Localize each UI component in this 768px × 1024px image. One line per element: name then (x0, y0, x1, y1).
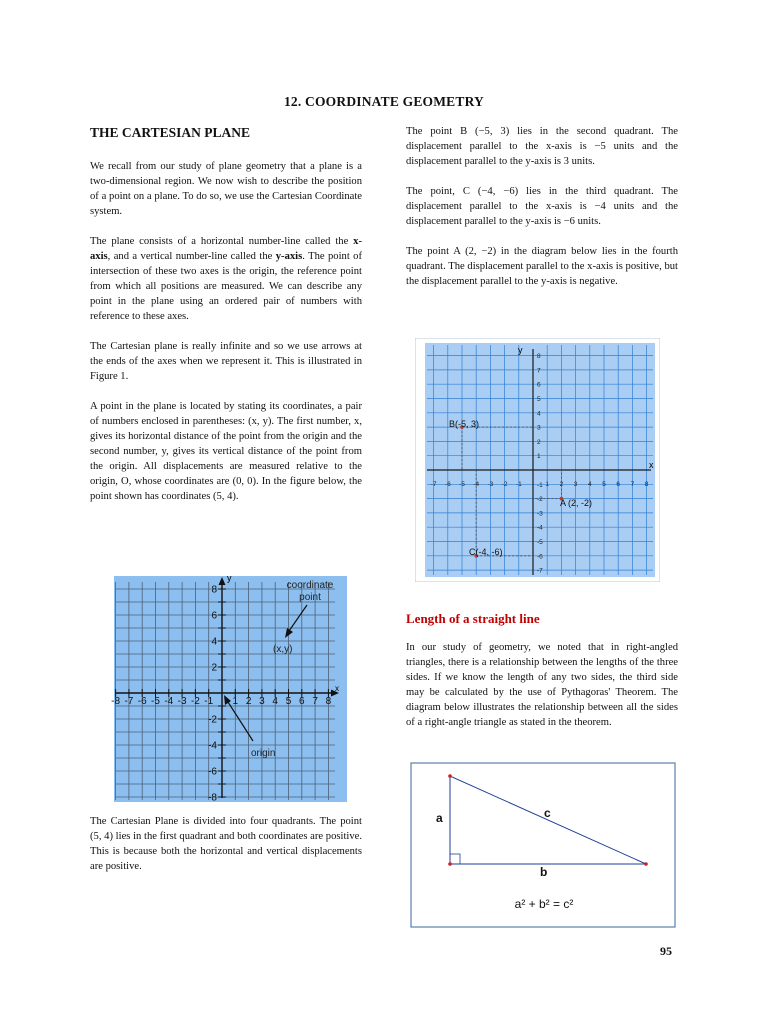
x-tick-label: 3 (573, 481, 578, 488)
x-tick-label: -7 (430, 481, 437, 488)
x-tick-label: -7 (124, 696, 134, 707)
x-tick-label: 4 (587, 481, 592, 488)
x-tick-label: -1 (515, 481, 522, 488)
y-tick-label: 2 (211, 662, 217, 674)
side-a-label: a (436, 811, 443, 825)
coordinate-point-annotation: coordinate (286, 580, 334, 591)
x-tick-label: -4 (473, 481, 480, 488)
x-tick-label: -2 (190, 696, 200, 707)
cartesian-plane-figure (107, 574, 349, 802)
x-tick-label: -4 (164, 696, 174, 707)
y-axis-label: y (518, 345, 523, 355)
y-tick-label: -6 (537, 553, 543, 561)
pythagoras-triangle-figure (410, 762, 676, 928)
coordinate-point-annotation-line2: point (299, 592, 321, 603)
paragraph-text: . The point of intersection of these two axes is the origin, the reference point from which all positions are measured. We can describe any point in the plane using an ordered pair of numbers with reference to these axes. (90, 251, 362, 322)
x-tick-label: 7 (312, 696, 318, 707)
point-xy-label: (x,y) (273, 644, 293, 655)
x-tick-label: 6 (616, 481, 621, 488)
paragraph: In our study of geometry, we noted that in right-angled triangles, there is a relationship between the lengths of the three sides. If we know the length of any two sides, the third side may be calculated by the use of Pythagoras' Theorem. The diagram below illustrates the relationship between all the sides of a right-angle triangle as stated in the theorem. (406, 642, 678, 728)
x-tick-label: -3 (177, 696, 187, 707)
paragraph: The Cartesian Plane is divided into four quadrants. The point (5, 4) lies in the first quadrant and both coordinates are positive. This is because both the horizontal and vertical displacements are positive. (90, 816, 362, 872)
right-column-bottom (406, 610, 678, 745)
y-axis-label: y (227, 574, 232, 583)
y-tick-label: 8 (211, 584, 217, 596)
side-c-label: c (544, 806, 551, 820)
x-tick-label: -3 (487, 481, 494, 488)
paragraph: The point A (2, −2) in the diagram below lies in the fourth quadrant. The displacement parallel to the x-axis is positive, but the displacement parallel to the y-axis is negative. (406, 246, 678, 287)
y-tick-label: 2 (537, 438, 541, 446)
point-c-label: C(-4, -6) (469, 547, 503, 557)
y-tick-label: 1 (537, 453, 541, 461)
x-tick-label: 1 (232, 696, 239, 707)
x-tick-label: 6 (299, 696, 305, 707)
x-tick-label: 7 (630, 481, 635, 488)
paragraph-bold-term: y-axis (275, 251, 303, 262)
y-tick-label: 6 (211, 610, 217, 622)
x-tick-label: 8 (644, 481, 649, 488)
y-tick-label: -6 (208, 766, 217, 778)
x-tick-label: -6 (137, 696, 147, 707)
y-tick-label: -8 (208, 792, 217, 802)
x-tick-label: 2 (559, 481, 564, 488)
plot-background (114, 576, 347, 802)
x-tick-label: 4 (272, 696, 278, 707)
paragraph (90, 234, 362, 324)
y-tick-label: 6 (537, 381, 541, 389)
y-tick-label: 4 (537, 410, 541, 418)
page-title: 12. COORDINATE GEOMETRY (283, 94, 484, 109)
x-axis-label: x (649, 460, 654, 470)
left-column-bottom (90, 814, 362, 889)
x-tick-label: 8 (325, 696, 332, 707)
vertex-dot (448, 774, 452, 778)
y-tick-label: -7 (537, 567, 543, 575)
y-tick-label: 3 (537, 424, 541, 432)
x-tick-label: 1 (545, 481, 550, 488)
cartesian-plane-svg (107, 574, 349, 802)
x-tick-label: 2 (245, 696, 252, 707)
left-column (90, 124, 362, 519)
y-tick-label: -2 (208, 714, 217, 726)
x-tick-label: 5 (285, 696, 292, 707)
point-b-label: B(-5, 3) (449, 419, 480, 429)
y-tick-label: -4 (208, 740, 217, 752)
paragraph: We recall from our study of plane geometry that a plane is a two-dimensional region. We now wish to describe the position of a point on a plane. To do so, we use the Cartesian Coordinate system. (90, 161, 362, 217)
x-tick-label: -5 (151, 696, 160, 707)
vertex-dot (448, 862, 452, 866)
paragraph-bold-term: x-axis (90, 236, 362, 262)
right-column (406, 124, 678, 304)
x-axis-label: x (335, 684, 339, 693)
side-b-label: b (540, 865, 548, 879)
x-tick-label: -2 (501, 481, 508, 488)
x-tick-label: -6 (444, 481, 451, 488)
points-plot-svg (415, 338, 660, 582)
y-tick-label: -5 (537, 539, 543, 546)
page-number: 95 (660, 944, 672, 958)
points-plot-figure (415, 338, 660, 582)
y-tick-label: 8 (537, 353, 541, 361)
vertex-dot (644, 862, 648, 866)
y-tick-label: -3 (537, 510, 543, 518)
y-tick-label: -4 (537, 524, 543, 532)
paragraph: The point B (−5, 3) lies in the second quadrant. The displacement parallel to the x-axis is −5 units and the displacement parallel to the y-axis is 3 units. (406, 126, 678, 167)
x-tick-label: 3 (259, 696, 265, 707)
y-tick-label: 7 (537, 367, 541, 375)
paragraph-text: The plane consists of a horizontal number-line called the (90, 236, 354, 247)
pythagoras-triangle-svg (410, 762, 676, 928)
point-a-label: A (2, -2) (560, 498, 593, 508)
y-tick-label: 5 (537, 396, 541, 403)
paragraph-text: , and a vertical number-line called the (107, 251, 276, 262)
x-tick-label: -1 (204, 696, 214, 707)
paragraph: The point, C (−4, −6) lies in the third quadrant. The displacement parallel to the x-axis is −4 units and the displacement parallel to the y-axis is −6 units. (406, 186, 678, 227)
paragraph: The Cartesian plane is really infinite and so we use arrows at the ends of the axes when we represent it. This is illustrated in Figure 1. (90, 341, 362, 382)
section-heading-cartesian-plane: THE CARTESIAN PLANE (90, 125, 251, 140)
paragraph: A point in the plane is located by stating its coordinates, a pair of numbers enclosed in parentheses: (x, y). The first number, x, gives its horizontal distance of the point from the origin and the second number, y, gives its vertical distance of the point from the origin. All displacements are measured relative to the origin, O, whose coordinates are (0, 0). In the figure below, the point shown has coordinates (5, 4). (90, 401, 362, 502)
x-tick-label: -5 (459, 481, 465, 488)
y-tick-label: 4 (211, 636, 217, 648)
y-tick-label: -2 (537, 496, 543, 504)
x-tick-label: 5 (602, 481, 606, 488)
y-tick-label: -1 (537, 481, 543, 489)
x-tick-label: -8 (111, 696, 121, 707)
origin-label: origin (251, 748, 276, 759)
section-heading-length-of-line: Length of a straight line (406, 611, 540, 626)
pythagoras-formula: a² + b² = c² (514, 897, 574, 911)
